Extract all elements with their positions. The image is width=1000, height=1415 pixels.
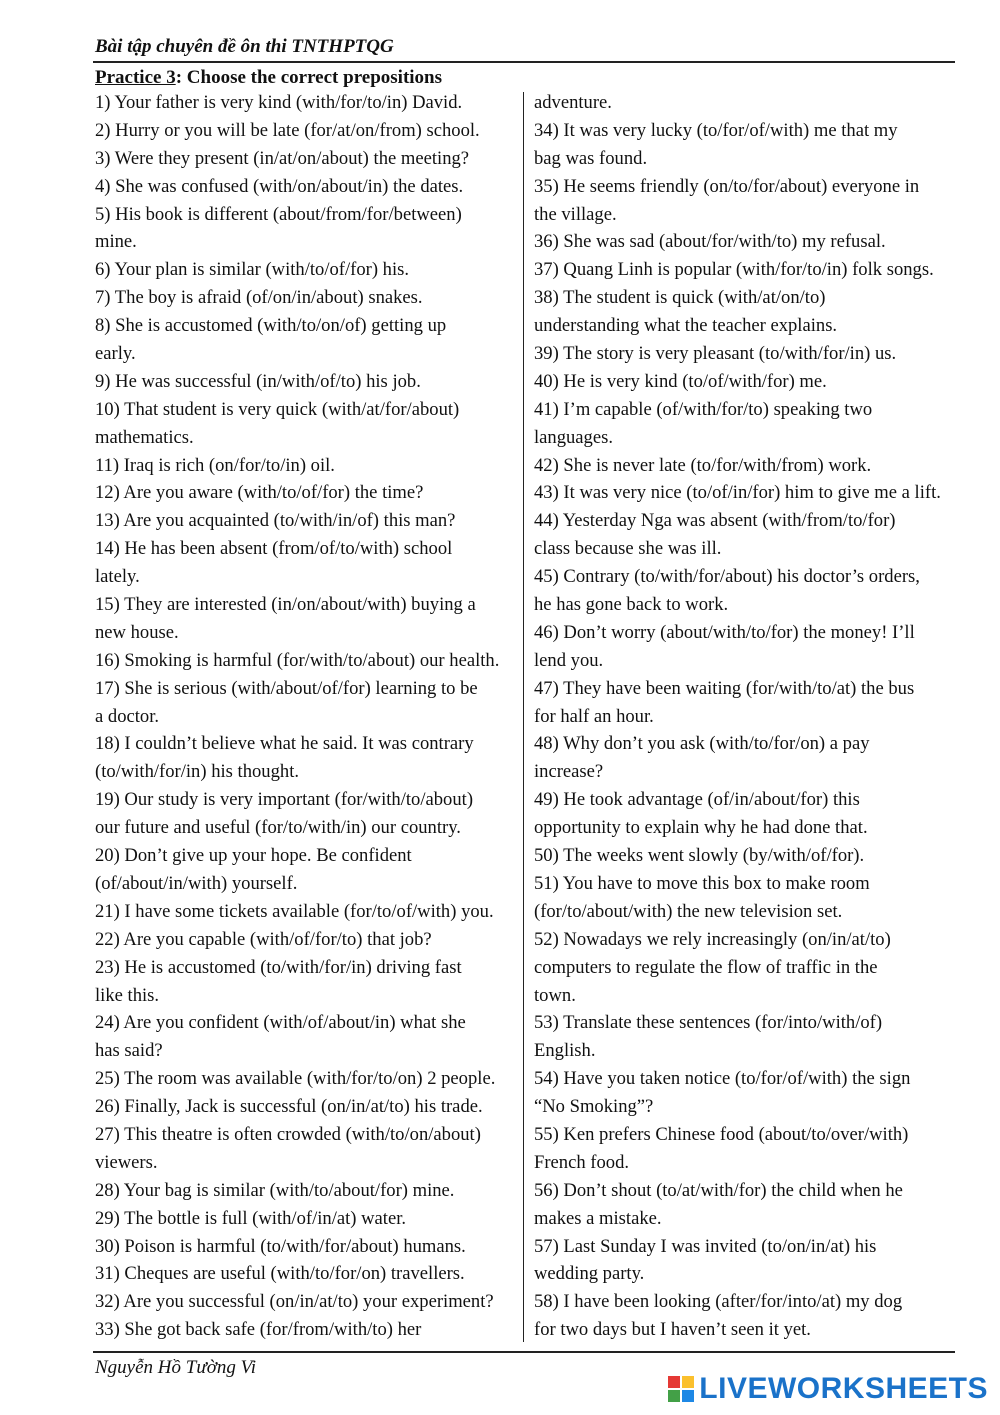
exercise-line: wedding party. (534, 1263, 645, 1285)
exercise-line: bag was found. (534, 147, 648, 169)
exercise-line: 26) Finally, Jack is successful (on/in/at/to) his trade. (95, 1096, 483, 1118)
exercise-line: 9) He was successful (in/with/of/to) his job. (95, 370, 421, 392)
exercise-line: 18) I couldn’t believe what he said. It was contrary (95, 733, 474, 755)
exercise-line: 46) Don’t worry (about/with/to/for) the money! I’ll (534, 621, 915, 643)
exercise-line: 19) Our study is very important (for/with/to/about) (95, 789, 474, 811)
exercise-line: 29) The bottle is full (with/of/in/at) water. (95, 1207, 407, 1229)
exercise-line: 24) Are you confident (with/of/about/in) what she (95, 1012, 466, 1034)
practice-instruction: : Choose the correct prepositions (175, 67, 443, 88)
exercise-line: 41) I’m capable (of/with/for/to) speaking two (534, 398, 873, 420)
exercise-line: (for/to/about/with) the new television set. (534, 900, 843, 922)
exercise-line: (to/with/for/in) his thought. (95, 761, 300, 783)
exercise-line: 27) This theatre is often crowded (with/to/on/about) (95, 1123, 481, 1145)
exercise-line: 10) That student is very quick (with/at/for/about) (95, 398, 460, 420)
exercise-line: 36) She was sad (about/for/with/to) my refusal. (534, 231, 886, 253)
exercise-line: 28) Your bag is similar (with/to/about/for) mine. (95, 1179, 455, 1201)
exercise-line: understanding what the teacher explains. (534, 315, 838, 337)
exercise-line: new house. (95, 621, 179, 643)
exercise-line: 4) She was confused (with/on/about/in) the dates. (95, 175, 464, 197)
exercise-line: lend you. (534, 649, 604, 671)
exercise-line: 42) She is never late (to/for/with/from) work. (534, 454, 872, 476)
exercise-line: 12) Are you aware (with/to/of/for) the time? (95, 482, 424, 504)
exercise-line: 32) Are you successful (on/in/at/to) your experiment? (95, 1291, 494, 1313)
exercise-line: adventure. (534, 92, 612, 113)
exercise-line: 8) She is accustomed (with/to/on/of) getting up (95, 315, 447, 337)
exercise-line: 55) Ken prefers Chinese food (about/to/over/with) (534, 1123, 909, 1145)
exercise-line: 47) They have been waiting (for/with/to/at) the bus (534, 677, 915, 699)
exercise-line: mathematics. (95, 426, 194, 448)
exercise-line: makes a mistake. (534, 1207, 662, 1229)
exercise-line: computers to regulate the flow of traffic in the (534, 956, 878, 978)
exercise-line: 31) Cheques are useful (with/to/for/on) travellers. (95, 1263, 465, 1285)
exercise-line: 1) Your father is very kind (with/for/to/in) David. (95, 92, 463, 113)
exercise-line: 2) Hurry or you will be late (for/at/on/from) school. (95, 119, 480, 141)
exercise-line: 56) Don’t shout (to/at/with/for) the child when he (534, 1179, 903, 1201)
exercise-line: 15) They are interested (in/on/about/with) buying a (95, 594, 476, 616)
footer-author: Nguyễn Hồ Tường Vi (95, 1357, 257, 1378)
footer-divider (93, 1351, 955, 1353)
exercise-line: “No Smoking”? (534, 1096, 654, 1118)
exercise-line: 7) The boy is afraid (of/on/in/about) snakes. (95, 287, 423, 309)
exercise-line: 33) She got back safe (for/from/with/to) her (95, 1319, 422, 1341)
exercise-line: lately. (95, 566, 140, 588)
exercise-line: 6) Your plan is similar (with/to/of/for) his. (95, 259, 410, 281)
exercise-line: 3) Were they present (in/at/on/about) the meeting? (95, 147, 470, 169)
exercise-line: 20) Don’t give up your hope. Be confident (95, 845, 412, 867)
exercise-line: 34) It was very lucky (to/for/of/with) me that my (534, 119, 898, 141)
exercise-line: 40) He is very kind (to/of/with/for) me. (534, 370, 827, 392)
exercise-line: 22) Are you capable (with/of/for/to) that job? (95, 928, 432, 950)
exercise-line: languages. (534, 426, 613, 448)
brand-name: LIVEWORKSHEETS (699, 1372, 988, 1405)
exercise-line: 14) He has been absent (from/of/to/with) school (95, 538, 453, 560)
exercise-line: the village. (534, 203, 617, 225)
exercise-line: 52) Nowadays we rely increasingly (on/in/at/to) (534, 928, 891, 950)
left-column (95, 89, 517, 1344)
exercise-line: 25) The room was available (with/for/to/on) 2 people. (95, 1068, 496, 1090)
exercise-line: 17) She is serious (with/about/of/for) learning to be (95, 677, 478, 699)
exercise-line: 16) Smoking is harmful (for/with/to/about) our health. (95, 649, 500, 671)
exercise-line: for half an hour. (534, 705, 654, 727)
practice-label: Practice 3 (95, 67, 176, 88)
exercise-line: 53) Translate these sentences (for/into/with/of) (534, 1012, 883, 1034)
header-title: Bài tập chuyên đề ôn thi TNTHPTQG (95, 36, 394, 57)
exercise-line: like this. (95, 984, 160, 1006)
exercise-line: 11) Iraq is rich (on/for/to/in) oil. (95, 454, 335, 476)
exercise-line: 57) Last Sunday I was invited (to/on/in/at) his (534, 1235, 877, 1257)
exercise-line: 39) The story is very pleasant (to/with/for/in) us. (534, 343, 897, 365)
exercise-line: mine. (95, 231, 137, 253)
practice-title (95, 67, 442, 89)
exercise-line: French food. (534, 1151, 630, 1173)
exercise-line: viewers. (95, 1151, 158, 1173)
exercise-line: our future and useful (for/to/with/in) our country. (95, 817, 461, 839)
exercise-line: 54) Have you taken notice (to/for/of/with) the sign (534, 1068, 911, 1090)
liveworksheets-logo-icon (667, 1374, 695, 1404)
exercise-line: 5) His book is different (about/from/for/between) (95, 203, 462, 225)
exercise-line: 23) He is accustomed (to/with/for/in) driving fast (95, 956, 462, 978)
exercise-line: (of/about/in/with) yourself. (95, 872, 298, 894)
exercise-line: 58) I have been looking (after/for/into/at) my dog (534, 1291, 903, 1313)
exercise-line: has said? (95, 1040, 163, 1062)
exercise-line: he has gone back to work. (534, 594, 729, 616)
header-divider (93, 61, 955, 63)
exercise-line: a doctor. (95, 705, 160, 727)
exercise-line: opportunity to explain why he had done that. (534, 817, 868, 839)
exercise-line: 48) Why don’t you ask (with/to/for/on) a pay (534, 733, 870, 755)
column-divider (523, 92, 524, 1342)
exercise-line: 35) He seems friendly (on/to/for/about) everyone in (534, 175, 920, 197)
exercise-line: 37) Quang Linh is popular (with/for/to/in) folk songs. (534, 259, 934, 281)
exercise-line: 21) I have some tickets available (for/to/of/with) you. (95, 900, 494, 922)
right-column (534, 89, 954, 1344)
exercise-line: 38) The student is quick (with/at/on/to) (534, 287, 826, 309)
exercise-line: early. (95, 343, 136, 365)
liveworksheets-brand (667, 1372, 988, 1406)
exercise-line: 30) Poison is harmful (to/with/for/about) humans. (95, 1235, 466, 1257)
exercise-line: English. (534, 1040, 596, 1062)
exercise-line: 50) The weeks went slowly (by/with/of/for). (534, 845, 865, 867)
exercise-line: 51) You have to move this box to make room (534, 872, 870, 894)
exercise-line: for two days but I haven’t seen it yet. (534, 1319, 811, 1341)
exercise-line: class because she was ill. (534, 538, 722, 560)
exercise-line: town. (534, 984, 576, 1006)
exercise-line: 13) Are you acquainted (to/with/in/of) this man? (95, 510, 456, 532)
exercise-line: 44) Yesterday Nga was absent (with/from/to/for) (534, 510, 896, 532)
exercise-line: 45) Contrary (to/with/for/about) his doctor’s orders, (534, 566, 920, 588)
exercise-line: 49) He took advantage (of/in/about/for) this (534, 789, 860, 811)
exercise-line: increase? (534, 761, 604, 783)
exercise-line: 43) It was very nice (to/of/in/for) him to give me a lift. (534, 482, 941, 504)
